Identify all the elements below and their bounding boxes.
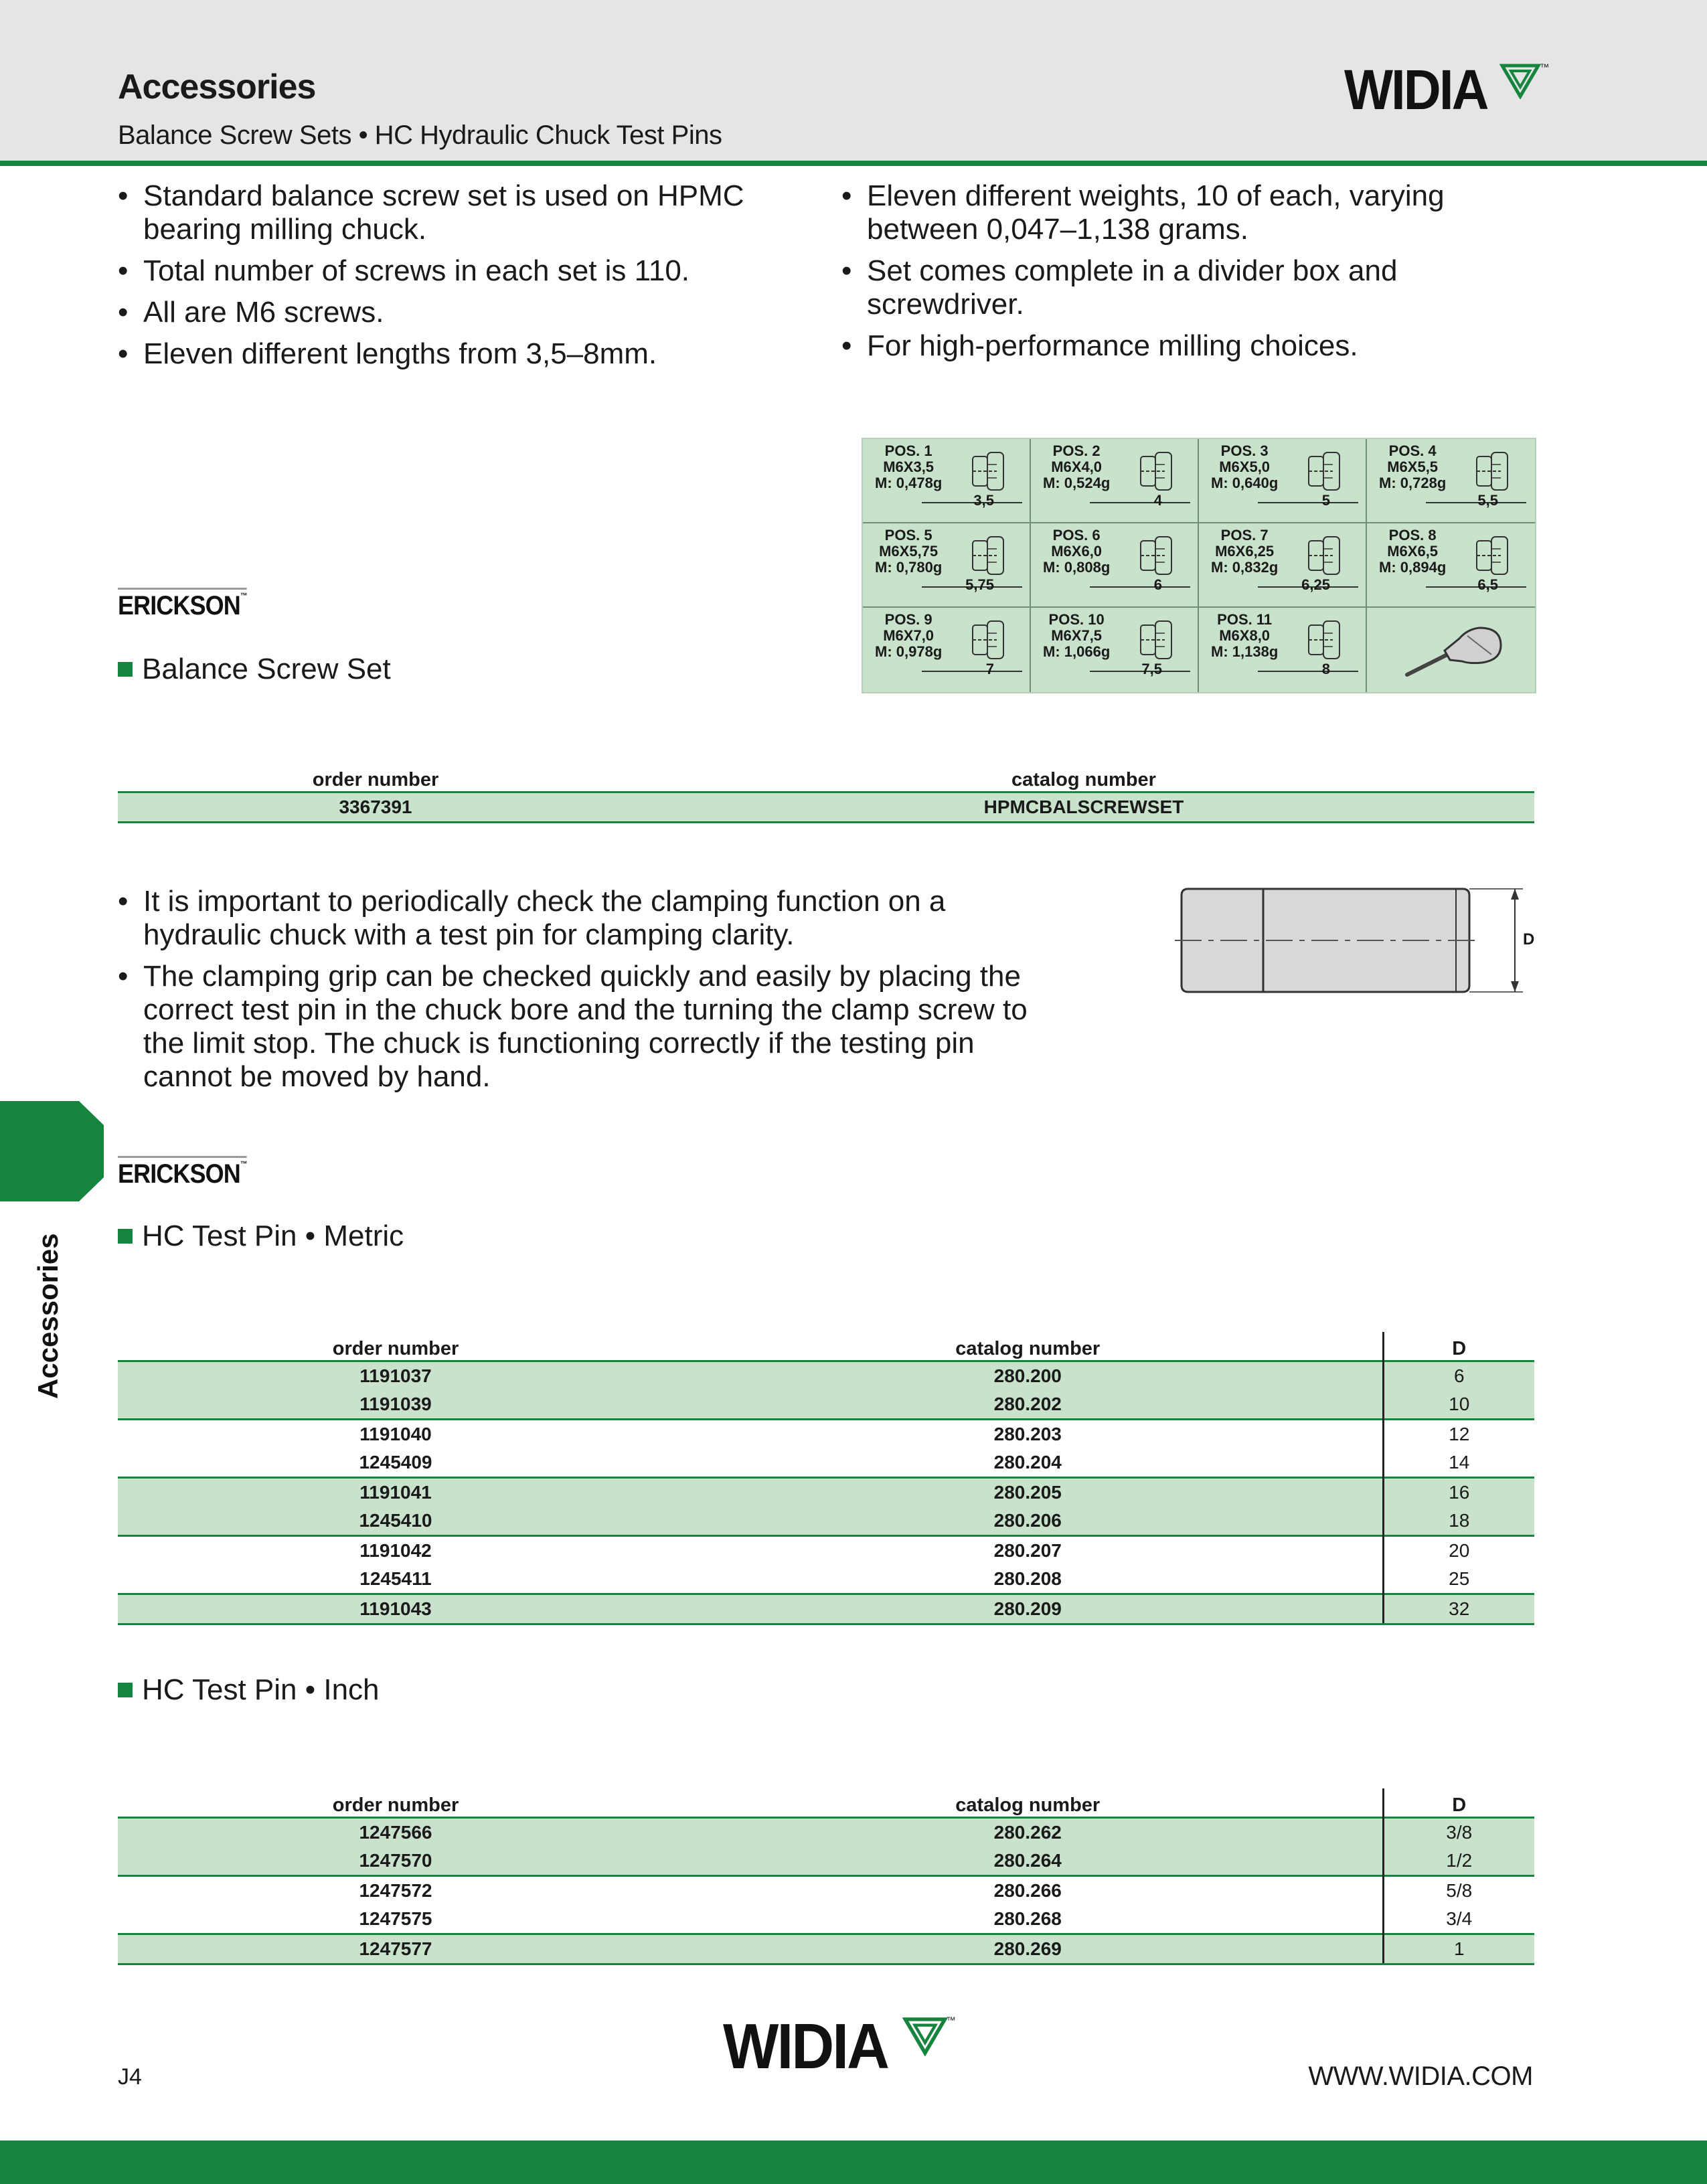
dimension-line	[1258, 502, 1358, 503]
catalog-number-cell: 280.208	[993, 1568, 1062, 1589]
screw-spec	[1043, 527, 1110, 576]
screw-icon	[1138, 534, 1178, 577]
screw-size: M6X6,0	[1051, 543, 1103, 560]
page-subtitle: Balance Screw Sets • HC Hydraulic Chuck Test Pins	[118, 120, 722, 150]
brand-tm: ™	[240, 591, 247, 600]
header-rule	[0, 161, 1707, 166]
diameter-cell: 3/4	[1383, 1905, 1534, 1934]
table-row	[118, 1420, 1534, 1449]
dimension-line	[922, 671, 1022, 672]
catalog-number-cell: 280.207	[673, 1536, 1383, 1566]
screw-position: POS. 3	[1220, 442, 1269, 459]
screw-cell	[1031, 523, 1199, 608]
diameter-cell: 1	[1383, 1934, 1534, 1964]
table-row	[118, 1390, 1534, 1420]
brand-name: ERICKSON	[118, 1159, 240, 1189]
intro-bullets-right	[841, 179, 1464, 371]
order-number-header: order number	[332, 1338, 459, 1359]
screw-icon	[1306, 450, 1346, 493]
screw-position: POS. 7	[1220, 527, 1269, 543]
screw-position: POS. 10	[1048, 611, 1105, 628]
dimension-line	[1258, 671, 1358, 672]
dimension-d-label: D	[1523, 930, 1535, 948]
diameter-cell: 6	[1383, 1361, 1534, 1391]
test-pin-drawing	[1175, 884, 1550, 1001]
screw-mass: M: 0,894g	[1379, 559, 1447, 576]
screw-length: 3,5	[973, 492, 994, 509]
table-row	[118, 1876, 1534, 1906]
footer-bar	[0, 2140, 1707, 2184]
diameter-cell: 10	[1383, 1390, 1534, 1420]
balance-set-table	[118, 763, 1534, 823]
diameter-cell: 20	[1383, 1536, 1534, 1566]
table-row	[118, 1934, 1534, 1964]
screw-length: 5,75	[965, 576, 994, 593]
bullet-square-icon	[118, 1683, 133, 1697]
bullet-square-icon	[118, 1229, 133, 1244]
diameter-cell: 16	[1383, 1478, 1534, 1507]
order-number-cell: 1247575	[359, 1908, 432, 1929]
table-row	[118, 1478, 1534, 1507]
table-row	[118, 1818, 1534, 1847]
screw-mass: M: 0,808g	[1043, 559, 1111, 576]
list-item: • All are M6 screws.	[118, 296, 801, 329]
screw-position: POS. 2	[1052, 442, 1101, 459]
order-number-cell: 1247577	[118, 1934, 673, 1964]
screw-icon	[970, 534, 1010, 577]
screw-size: M6X5,5	[1387, 458, 1439, 475]
list-item: • The clamping grip can be checked quickly and easily by placing the correct test pin in the chuck bore and the turning the clamp screw to the limit stop. The chuck is functioning correctly if the testing pin cannot be moved by hand.	[118, 960, 1055, 1094]
catalog-number-cell: 280.204	[993, 1452, 1062, 1473]
screw-cell	[1199, 439, 1367, 523]
section-title-text: HC Test Pin • Metric	[142, 1220, 404, 1252]
screw-position: POS. 9	[884, 611, 932, 628]
test-pin-bullets	[118, 885, 1055, 1102]
order-number-cell: 1245409	[359, 1452, 432, 1473]
balance-set-title	[118, 653, 391, 686]
screw-size: M6X7,0	[883, 627, 934, 644]
screw-cell	[1199, 608, 1367, 692]
diameter-cell: 25	[1383, 1565, 1534, 1594]
screw-position: POS. 5	[884, 527, 932, 543]
screw-size: M6X7,5	[1051, 627, 1103, 644]
screw-cell	[1031, 608, 1199, 692]
metric-table	[118, 1332, 1534, 1625]
screw-cell	[1367, 439, 1535, 523]
screw-length: 7	[985, 661, 994, 677]
screw-size: M6X8,0	[1219, 627, 1271, 644]
diameter-cell: 1/2	[1383, 1847, 1534, 1876]
catalog-number-cell: HPMCBALSCREWSET	[633, 792, 1534, 823]
erickson-brand	[118, 588, 247, 621]
list-item: • Standard balance screw set is used on HPMC bearing milling chuck.	[118, 179, 801, 246]
order-number-header: order number	[332, 1794, 459, 1816]
screw-cell	[1199, 523, 1367, 608]
screw-position: POS. 6	[1052, 527, 1101, 543]
order-number-cell: 1247566	[118, 1818, 673, 1847]
catalog-number-cell: 280.202	[673, 1390, 1383, 1420]
diameter-cell: 14	[1383, 1448, 1534, 1478]
screw-cell	[863, 523, 1031, 608]
screw-length: 6	[1153, 576, 1162, 593]
screw-icon	[1306, 618, 1346, 661]
inch-title	[118, 1673, 380, 1707]
table-row	[118, 792, 1534, 823]
screw-mass: M: 0,640g	[1211, 475, 1279, 491]
screw-position: POS. 8	[1388, 527, 1437, 543]
catalog-number-cell: 280.205	[673, 1478, 1383, 1507]
screw-position-grid	[862, 438, 1536, 693]
catalog-number-cell: 280.206	[673, 1507, 1383, 1536]
order-number-cell: 1191042	[118, 1536, 673, 1566]
logo-tm: ™	[946, 2015, 956, 2025]
dimension-line	[1426, 586, 1526, 588]
screw-spec	[1211, 443, 1278, 491]
list-item: • Eleven different weights, 10 of each, varying between 0,047–1,138 grams.	[841, 179, 1464, 246]
screw-icon	[1138, 450, 1178, 493]
order-number-cell: 1191041	[118, 1478, 673, 1507]
screw-length: 6,25	[1301, 576, 1330, 593]
screw-position: POS. 11	[1217, 611, 1273, 628]
screw-spec	[1211, 527, 1278, 576]
widia-triangle-icon	[902, 2015, 949, 2056]
screw-length: 7,5	[1141, 661, 1162, 677]
screwdriver-icon	[1400, 616, 1508, 683]
catalog-number-cell: 280.269	[673, 1934, 1383, 1964]
screw-icon	[1474, 450, 1514, 493]
catalog-number-cell: 280.264	[673, 1847, 1383, 1876]
erickson-brand	[118, 1156, 247, 1189]
widia-triangle-icon	[1499, 62, 1542, 99]
screw-spec	[875, 527, 942, 576]
catalog-number-cell: 280.209	[673, 1594, 1383, 1624]
table-row	[118, 1536, 1534, 1566]
screw-position: POS. 4	[1388, 442, 1437, 459]
order-number-cell: 1247570	[118, 1847, 673, 1876]
side-tab-label: Accessories	[32, 1233, 64, 1399]
catalog-number-header: catalog number	[955, 1794, 1101, 1816]
catalog-number-header: catalog number	[1011, 769, 1156, 790]
screw-cell	[863, 608, 1031, 692]
list-item: • It is important to periodically check the clamping function on a hydraulic chuck with a test pin for clamping clarity.	[118, 885, 1055, 952]
diameter-cell: 5/8	[1383, 1876, 1534, 1906]
screw-size: M6X5,75	[879, 543, 939, 560]
screw-spec	[875, 612, 942, 660]
screw-length: 5	[1321, 492, 1330, 509]
screw-mass: M: 0,978g	[875, 643, 943, 660]
section-title-text: HC Test Pin • Inch	[142, 1673, 380, 1706]
table-row	[118, 1507, 1534, 1536]
side-tab	[0, 1101, 104, 1201]
catalog-number-cell: 280.200	[673, 1361, 1383, 1391]
screw-cell	[1367, 523, 1535, 608]
footer-widia-logo	[723, 2011, 956, 2082]
d-header: D	[1383, 1788, 1534, 1818]
catalog-number-cell: 280.268	[993, 1908, 1062, 1929]
catalog-number-cell: 280.203	[673, 1420, 1383, 1449]
widia-logo	[1344, 58, 1550, 121]
screw-length: 8	[1321, 661, 1330, 677]
table-row	[118, 1361, 1534, 1391]
catalog-number-cell: 280.266	[673, 1876, 1383, 1906]
screw-mass: M: 0,478g	[875, 475, 943, 491]
diameter-cell: 3/8	[1383, 1818, 1534, 1847]
screw-icon	[970, 450, 1010, 493]
diameter-cell: 18	[1383, 1507, 1534, 1536]
table-row	[118, 1905, 1534, 1934]
screw-spec	[1211, 612, 1278, 660]
screw-cell	[1031, 439, 1199, 523]
screw-spec	[875, 443, 942, 491]
logo-text: WIDIA	[1344, 58, 1487, 121]
brand-tm: ™	[240, 1159, 247, 1169]
screw-mass: M: 1,066g	[1043, 643, 1111, 660]
table-row	[118, 1565, 1534, 1594]
section-title-text: Balance Screw Set	[142, 653, 391, 685]
list-item: • Eleven different lengths from 3,5–8mm.	[118, 337, 801, 371]
order-number-cell: 3367391	[118, 792, 633, 823]
dimension-line	[922, 502, 1022, 503]
order-number-cell: 1191037	[118, 1361, 673, 1391]
screw-icon	[1138, 618, 1178, 661]
screw-size: M6X6,25	[1215, 543, 1275, 560]
page-title: Accessories	[118, 68, 316, 106]
intro-bullets-left	[118, 179, 801, 379]
order-number-cell: 1191039	[118, 1390, 673, 1420]
list-item: • Set comes complete in a divider box and screwdriver.	[841, 254, 1464, 321]
order-number-cell: 1191043	[118, 1594, 673, 1624]
brand-name: ERICKSON	[118, 591, 240, 620]
dimension-line	[1090, 671, 1190, 672]
diameter-cell: 32	[1383, 1594, 1534, 1624]
order-number-header: order number	[312, 769, 439, 790]
screw-spec	[1043, 612, 1110, 660]
d-header: D	[1383, 1332, 1534, 1361]
list-item: • Total number of screws in each set is 110.	[118, 254, 801, 288]
order-number-cell: 1191040	[118, 1420, 673, 1449]
list-item: • For high-performance milling choices.	[841, 329, 1464, 363]
screw-icon	[1306, 534, 1346, 577]
screw-size: M6X3,5	[883, 458, 934, 475]
website-url: WWW.WIDIA.COM	[1308, 2062, 1533, 2091]
screw-mass: M: 0,780g	[875, 559, 943, 576]
order-number-cell: 1245410	[118, 1507, 673, 1536]
dimension-line	[1090, 586, 1190, 588]
table-row	[118, 1594, 1534, 1624]
table-row	[118, 1448, 1534, 1478]
screw-position: POS. 1	[884, 442, 932, 459]
screw-length: 4	[1153, 492, 1162, 509]
screw-length: 6,5	[1477, 576, 1498, 593]
logo-text: WIDIA	[723, 2011, 888, 2082]
screw-length: 5,5	[1477, 492, 1498, 509]
screw-icon	[1474, 534, 1514, 577]
logo-tm: ™	[1540, 62, 1550, 72]
test-pin-icon	[1175, 884, 1550, 997]
screw-mass: M: 1,138g	[1211, 643, 1279, 660]
screw-spec	[1379, 527, 1446, 576]
screw-spec	[1043, 443, 1110, 491]
inch-table	[118, 1788, 1534, 1965]
screw-size: M6X4,0	[1051, 458, 1103, 475]
screw-size: M6X6,5	[1387, 543, 1439, 560]
page-number: J4	[118, 2064, 142, 2090]
screw-icon	[970, 618, 1010, 661]
screw-cell	[863, 439, 1031, 523]
screw-mass: M: 0,832g	[1211, 559, 1279, 576]
table-row	[118, 1847, 1534, 1876]
order-number-cell: 1245411	[359, 1568, 432, 1589]
screwdriver-cell	[1367, 608, 1535, 692]
metric-title	[118, 1220, 404, 1253]
catalog-number-cell: 280.262	[673, 1818, 1383, 1847]
screw-size: M6X5,0	[1219, 458, 1271, 475]
dimension-line	[1426, 502, 1526, 503]
diameter-cell: 12	[1383, 1420, 1534, 1449]
screw-mass: M: 0,728g	[1379, 475, 1447, 491]
screw-mass: M: 0,524g	[1043, 475, 1111, 491]
order-number-cell: 1247572	[118, 1876, 673, 1906]
bullet-square-icon	[118, 662, 133, 677]
catalog-number-header: catalog number	[955, 1338, 1101, 1359]
dimension-line	[1090, 502, 1190, 503]
screw-spec	[1379, 443, 1446, 491]
